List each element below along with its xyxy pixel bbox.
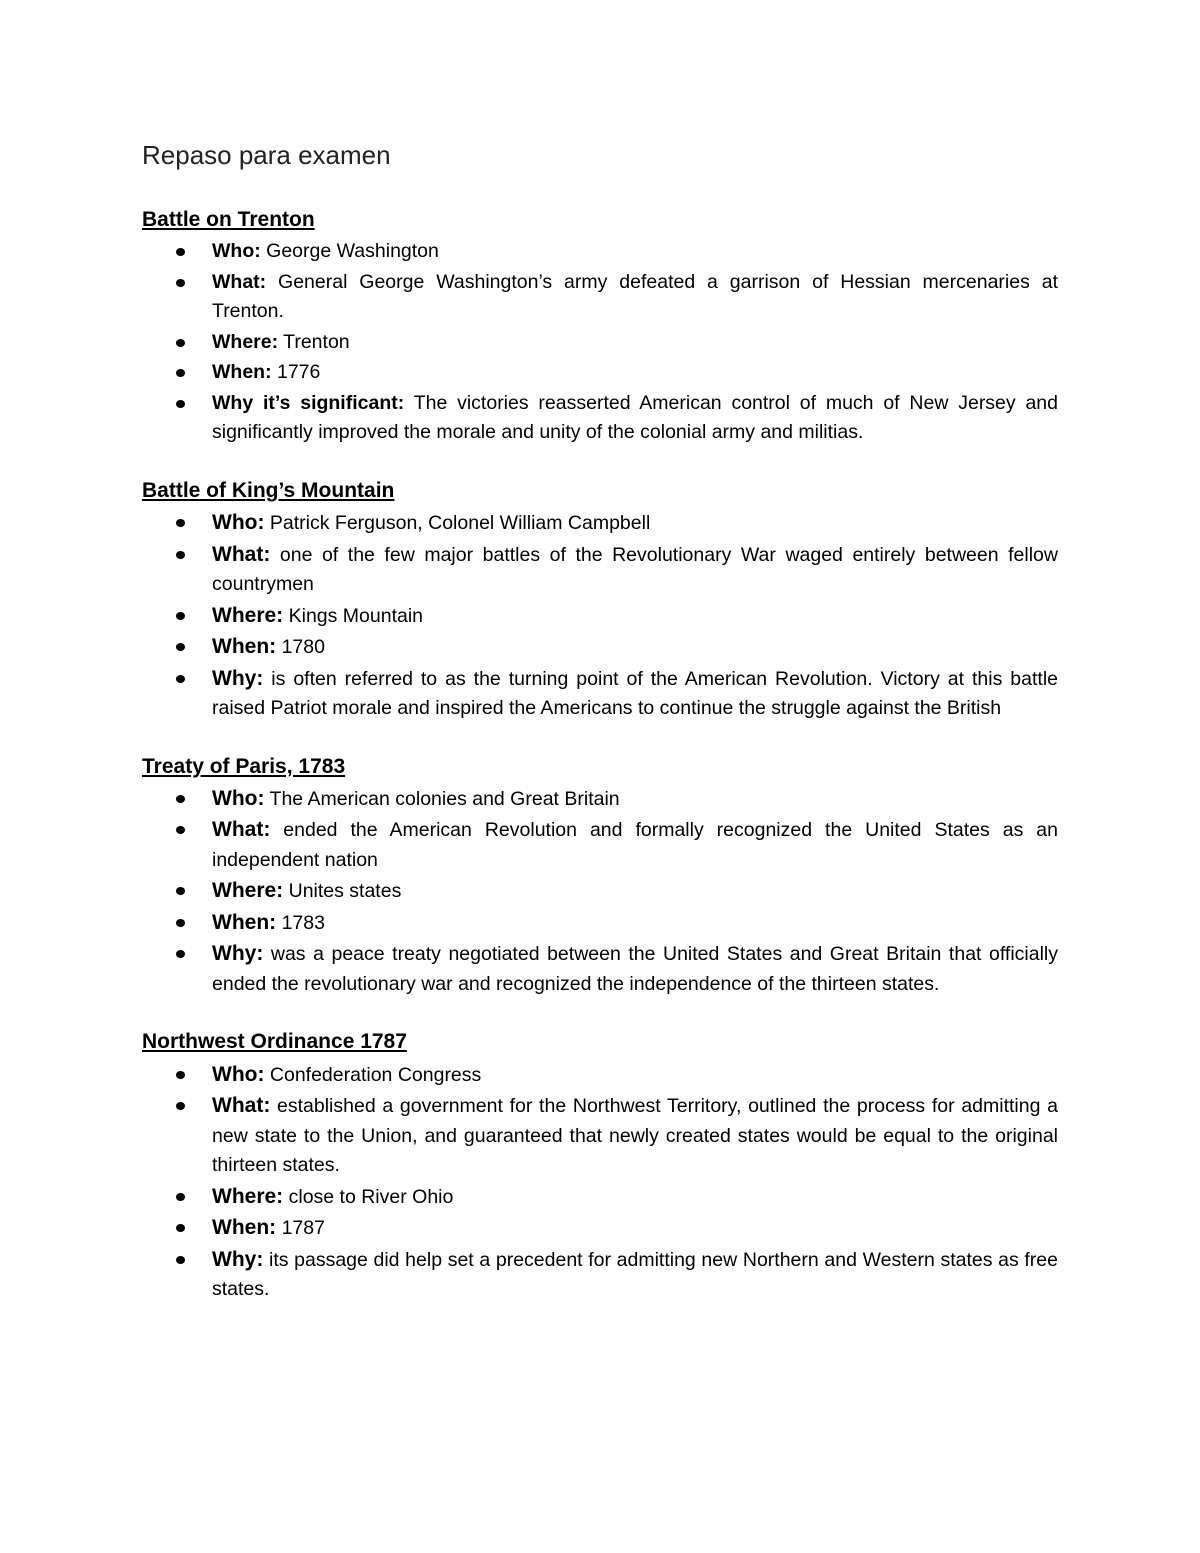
- bullet-icon: [176, 1224, 185, 1232]
- item-term: Why it’s significant:: [212, 391, 405, 414]
- item-text: was a peace treaty negotiated between the United States and Great Britain that officially ended the revolutionary war and recognized the independence of the thirteen states.: [212, 943, 1058, 995]
- item-term: Where:: [212, 330, 279, 353]
- item-text: 1780: [276, 636, 325, 659]
- item-text: 1783: [276, 911, 325, 934]
- item-term: Why:: [212, 666, 264, 690]
- item-term: Where:: [212, 603, 284, 627]
- section-heading: Battle of King’s Mountain: [142, 478, 395, 502]
- bullet-icon: [176, 919, 185, 927]
- item-text: 1787: [276, 1217, 325, 1240]
- bullet-icon: [176, 643, 185, 651]
- item-text: Kings Mountain: [283, 604, 424, 627]
- item-term: When:: [212, 361, 272, 384]
- list-item: [142, 508, 1058, 539]
- list-item: [142, 601, 1058, 632]
- section-treaty-of-paris: [142, 754, 1058, 1000]
- item-text: Patrick Ferguson, Colonel William Campbell: [264, 512, 651, 535]
- bullet-icon: [176, 279, 185, 287]
- bullet-list: [142, 1060, 1058, 1305]
- item-text: The American colonies and Great Britain: [264, 787, 620, 810]
- bullet-icon: [176, 887, 185, 895]
- bullet-icon: [176, 1102, 185, 1110]
- list-item: [142, 1091, 1058, 1181]
- item-term: Why:: [212, 942, 264, 966]
- bullet-icon: [176, 1071, 185, 1079]
- item-text: close to River Ohio: [283, 1185, 454, 1208]
- item-term: Why:: [212, 1247, 264, 1271]
- section-battle-trenton: [142, 207, 1058, 448]
- list-item: [142, 328, 1058, 358]
- item-text: one of the few major battles of the Revolutionary War waged entirely between fellow countrymen: [212, 543, 1058, 596]
- list-item: [142, 815, 1058, 875]
- bullet-icon: [176, 675, 185, 683]
- item-term: Who:: [212, 1062, 265, 1086]
- item-term: Where:: [212, 879, 284, 903]
- list-item: [142, 389, 1058, 448]
- bullet-icon: [176, 369, 185, 377]
- section-northwest-ordinance: [142, 1029, 1058, 1304]
- list-item: [142, 237, 1058, 267]
- bullet-icon: [176, 1193, 185, 1201]
- item-text: ended the American Revolution and formally recognized the United States as an independent nation: [212, 819, 1058, 871]
- list-item: [142, 1182, 1058, 1213]
- item-term: Who:: [212, 240, 261, 263]
- list-item: [142, 876, 1058, 907]
- item-term: What:: [212, 1094, 271, 1118]
- section-heading: Northwest Ordinance 1787: [142, 1030, 407, 1054]
- bullet-icon: [176, 1256, 185, 1264]
- bullet-list: [142, 508, 1058, 724]
- bullet-icon: [176, 519, 185, 527]
- list-item: [142, 540, 1058, 600]
- list-item: [142, 632, 1058, 663]
- list-item: [142, 664, 1058, 724]
- item-text: Trenton: [278, 330, 350, 353]
- item-term: What:: [212, 542, 271, 566]
- item-text: General George Washington’s army defeated a garrison of Hessian mercenaries at Trenton.: [212, 270, 1058, 323]
- bullet-icon: [176, 950, 185, 958]
- item-term: When:: [212, 910, 277, 934]
- list-item: [142, 1060, 1058, 1091]
- item-text: its passage did help set a precedent for admitting new Northern and Western states as free states.: [212, 1248, 1058, 1301]
- item-term: When:: [212, 1216, 277, 1240]
- item-text: The victories reasserted American control of much of New Jersey and significantly improved the morale and unity of the colonial army and militias.: [212, 391, 1058, 444]
- bullet-list: [142, 237, 1058, 448]
- bullet-icon: [176, 826, 185, 834]
- list-item: [142, 268, 1058, 327]
- bullet-list: [142, 784, 1058, 1000]
- item-text: 1776: [271, 361, 321, 384]
- bullet-icon: [176, 795, 185, 803]
- document-title: Repaso para examen: [142, 140, 391, 170]
- list-item: [142, 358, 1058, 388]
- item-text: Confederation Congress: [264, 1063, 482, 1086]
- section-battle-kings-mountain: [142, 478, 1058, 724]
- bullet-icon: [176, 248, 185, 256]
- item-term: What:: [212, 818, 271, 842]
- document-page: [142, 140, 1058, 1335]
- item-text: Unites states: [283, 880, 402, 903]
- list-item: [142, 939, 1058, 999]
- item-text: is often referred to as the turning point of the American Revolution. Victory at this battle raised Patriot morale and inspired the Americans to continue the struggle against the British: [212, 667, 1058, 720]
- item-text: George Washington: [260, 240, 439, 263]
- bullet-icon: [176, 400, 185, 408]
- bullet-icon: [176, 612, 185, 620]
- list-item: [142, 784, 1058, 815]
- item-term: What:: [212, 270, 267, 293]
- item-term: When:: [212, 635, 277, 659]
- item-text: established a government for the Northwest Territory, outlined the process for admitting a new state to the Union, and guaranteed that newly created states would be equal to the original thirteen states.: [212, 1095, 1058, 1177]
- section-heading: Battle on Trenton: [142, 208, 315, 232]
- section-heading: Treaty of Paris, 1783: [142, 754, 346, 778]
- item-term: Who:: [212, 786, 265, 810]
- list-item: [142, 908, 1058, 939]
- item-term: Where:: [212, 1184, 284, 1208]
- list-item: [142, 1213, 1058, 1244]
- bullet-icon: [176, 339, 185, 347]
- item-term: Who:: [212, 511, 265, 535]
- list-item: [142, 1245, 1058, 1305]
- bullet-icon: [176, 551, 185, 559]
